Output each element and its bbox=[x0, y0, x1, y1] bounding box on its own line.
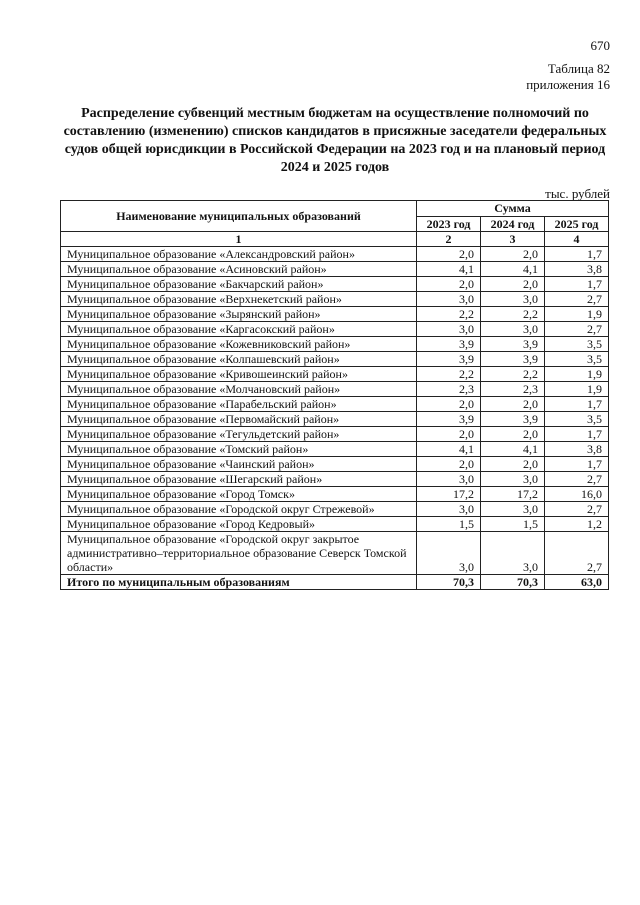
table-reference-line2: приложения 16 bbox=[526, 77, 610, 92]
value-2025: 3,5 bbox=[545, 337, 609, 352]
value-2024: 17,2 bbox=[481, 487, 545, 502]
value-2025: 3,5 bbox=[545, 352, 609, 367]
table-row bbox=[61, 397, 609, 412]
value-2023: 3,0 bbox=[417, 472, 481, 487]
header-year-2023: 2023 год bbox=[417, 216, 481, 232]
value-2025: 1,7 bbox=[545, 457, 609, 472]
value-2025: 2,7 bbox=[545, 292, 609, 307]
value-2025: 1,2 bbox=[545, 517, 609, 532]
value-2023: 17,2 bbox=[417, 487, 481, 502]
table-row bbox=[61, 442, 609, 457]
document-title: Распределение субвенций местным бюджетам на осуществление полномочий по составлению (изменению) списков кандидатов в присяжные заседатели федеральных судов общей юрисдикции в Российской Федерации на 2023 год и на плановый период 2024 и 2025 годов bbox=[63, 106, 607, 175]
value-2025: 3,5 bbox=[545, 412, 609, 427]
value-2024: 3,9 bbox=[481, 412, 545, 427]
total-2024: 70,3 bbox=[481, 575, 545, 590]
value-2024: 2,2 bbox=[481, 367, 545, 382]
table-row bbox=[61, 472, 609, 487]
value-2024: 3,9 bbox=[481, 352, 545, 367]
table-row bbox=[61, 487, 609, 502]
value-2023: 3,0 bbox=[417, 502, 481, 517]
table-row bbox=[61, 322, 609, 337]
value-2023: 2,3 bbox=[417, 382, 481, 397]
value-2023: 3,9 bbox=[417, 337, 481, 352]
header-name: Наименование муниципальных образований bbox=[61, 201, 417, 232]
table-row bbox=[61, 262, 609, 277]
value-2023: 2,0 bbox=[417, 457, 481, 472]
value-2025: 2,7 bbox=[545, 472, 609, 487]
municipality-name: Муниципальное образование «Кожевниковский район» bbox=[61, 337, 417, 352]
value-2023: 2,0 bbox=[417, 397, 481, 412]
value-2024: 2,0 bbox=[481, 427, 545, 442]
header-year-2024: 2024 год bbox=[481, 216, 545, 232]
municipality-name: Муниципальное образование «Александровский район» bbox=[61, 247, 417, 262]
units-label: тыс. рублей bbox=[545, 186, 610, 201]
table-row bbox=[61, 502, 609, 517]
value-2024: 3,9 bbox=[481, 337, 545, 352]
value-2023: 2,0 bbox=[417, 277, 481, 292]
municipality-name: Муниципальное образование «Каргасокский район» bbox=[61, 322, 417, 337]
table-header bbox=[61, 201, 609, 247]
value-2025: 3,8 bbox=[545, 262, 609, 277]
value-2025: 3,8 bbox=[545, 442, 609, 457]
table-row bbox=[61, 532, 609, 575]
municipality-name: Муниципальное образование «Верхнекетский район» bbox=[61, 292, 417, 307]
value-2025: 16,0 bbox=[545, 487, 609, 502]
table-row bbox=[61, 382, 609, 397]
municipality-name: Муниципальное образование «Кривошеинский район» bbox=[61, 367, 417, 382]
value-2024: 2,0 bbox=[481, 247, 545, 262]
table-row bbox=[61, 247, 609, 262]
table-row bbox=[61, 517, 609, 532]
value-2025: 1,9 bbox=[545, 367, 609, 382]
value-2023: 3,9 bbox=[417, 412, 481, 427]
municipality-name: Муниципальное образование «Городской округ Стрежевой» bbox=[61, 502, 417, 517]
table-row bbox=[61, 412, 609, 427]
municipality-name: Муниципальное образование «Первомайский район» bbox=[61, 412, 417, 427]
table-row bbox=[61, 277, 609, 292]
table-row bbox=[61, 292, 609, 307]
value-2023: 1,5 bbox=[417, 517, 481, 532]
value-2024: 4,1 bbox=[481, 442, 545, 457]
table-row bbox=[61, 307, 609, 322]
municipality-name: Муниципальное образование «Асиновский район» bbox=[61, 262, 417, 277]
value-2025: 1,9 bbox=[545, 382, 609, 397]
value-2025: 1,7 bbox=[545, 247, 609, 262]
table-reference bbox=[526, 61, 610, 93]
total-label: Итого по муниципальным образованиям bbox=[61, 575, 417, 590]
value-2023: 3,0 bbox=[417, 292, 481, 307]
value-2024: 2,2 bbox=[481, 307, 545, 322]
value-2024: 3,0 bbox=[481, 532, 545, 575]
total-row bbox=[61, 575, 609, 590]
value-2025: 1,7 bbox=[545, 427, 609, 442]
column-number: 3 bbox=[481, 232, 545, 247]
column-number: 2 bbox=[417, 232, 481, 247]
municipality-name: Муниципальное образование «Бакчарский район» bbox=[61, 277, 417, 292]
value-2024: 1,5 bbox=[481, 517, 545, 532]
value-2025: 1,7 bbox=[545, 397, 609, 412]
value-2023: 4,1 bbox=[417, 442, 481, 457]
value-2025: 1,9 bbox=[545, 307, 609, 322]
value-2024: 2,0 bbox=[481, 397, 545, 412]
municipality-name: Муниципальное образование «Тегульдетский район» bbox=[61, 427, 417, 442]
table-row bbox=[61, 337, 609, 352]
header-year-2025: 2025 год bbox=[545, 216, 609, 232]
municipality-name: Муниципальное образование «Город Кедровый» bbox=[61, 517, 417, 532]
value-2023: 2,2 bbox=[417, 367, 481, 382]
header-sum: Сумма bbox=[417, 201, 609, 217]
subvention-table bbox=[60, 200, 609, 590]
municipality-name: Муниципальное образование «Город Томск» bbox=[61, 487, 417, 502]
table-row bbox=[61, 367, 609, 382]
total-2023: 70,3 bbox=[417, 575, 481, 590]
municipality-name: Муниципальное образование «Томский район» bbox=[61, 442, 417, 457]
municipality-name: Муниципальное образование «Шегарский район» bbox=[61, 472, 417, 487]
value-2025: 1,7 bbox=[545, 277, 609, 292]
value-2023: 3,0 bbox=[417, 532, 481, 575]
value-2023: 2,2 bbox=[417, 307, 481, 322]
value-2023: 3,9 bbox=[417, 352, 481, 367]
municipality-name: Муниципальное образование «Чаинский район» bbox=[61, 457, 417, 472]
municipality-name: Муниципальное образование «Молчановский район» bbox=[61, 382, 417, 397]
value-2024: 2,0 bbox=[481, 457, 545, 472]
value-2024: 2,3 bbox=[481, 382, 545, 397]
value-2024: 3,0 bbox=[481, 322, 545, 337]
value-2024: 4,1 bbox=[481, 262, 545, 277]
value-2023: 3,0 bbox=[417, 322, 481, 337]
municipality-name: Муниципальное образование «Парабельский район» bbox=[61, 397, 417, 412]
table-row bbox=[61, 457, 609, 472]
column-number: 1 bbox=[61, 232, 417, 247]
total-2025: 63,0 bbox=[545, 575, 609, 590]
value-2025: 2,7 bbox=[545, 502, 609, 517]
value-2024: 3,0 bbox=[481, 502, 545, 517]
table-reference-line1: Таблица 82 bbox=[547, 61, 610, 76]
value-2025: 2,7 bbox=[545, 322, 609, 337]
value-2023: 2,0 bbox=[417, 247, 481, 262]
value-2024: 3,0 bbox=[481, 292, 545, 307]
value-2024: 3,0 bbox=[481, 472, 545, 487]
page-number: 670 bbox=[590, 38, 610, 53]
value-2025: 2,7 bbox=[545, 532, 609, 575]
table-footer bbox=[61, 575, 609, 590]
value-2023: 2,0 bbox=[417, 427, 481, 442]
value-2024: 2,0 bbox=[481, 277, 545, 292]
municipality-name: Муниципальное образование «Зырянский район» bbox=[61, 307, 417, 322]
table-body bbox=[61, 247, 609, 575]
table-row bbox=[61, 427, 609, 442]
municipality-name: Муниципальное образование «Городской округ закрытое административно–территориальное образование Северск Томской области» bbox=[61, 532, 417, 575]
municipality-name: Муниципальное образование «Колпашевский район» bbox=[61, 352, 417, 367]
value-2023: 4,1 bbox=[417, 262, 481, 277]
table-row bbox=[61, 352, 609, 367]
column-number: 4 bbox=[545, 232, 609, 247]
